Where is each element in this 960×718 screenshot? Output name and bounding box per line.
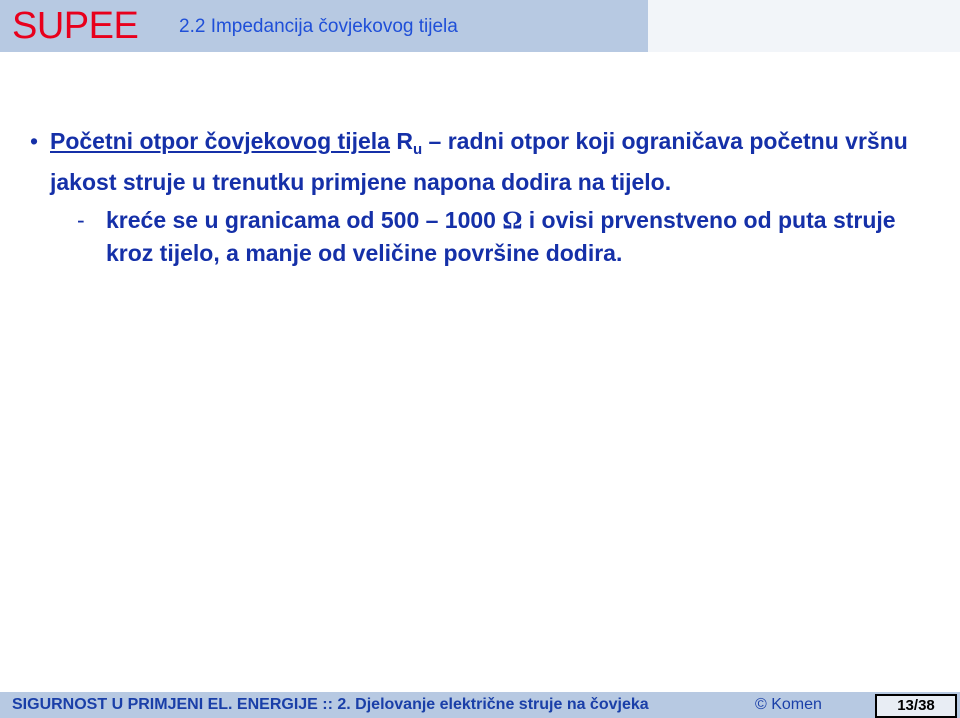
term-underlined: Početni otpor čovjekovog tijela (50, 128, 390, 154)
header-strip (648, 0, 960, 52)
symbol-subscript: u (412, 141, 423, 158)
footer-bar (0, 692, 960, 718)
header-bar (0, 0, 648, 52)
definition-text: – radni otpor koji ograničava početnu vršnu jakost struje u trenutku primjene napona dodira na tijelo. (50, 128, 908, 195)
slide-content (30, 125, 930, 270)
sub-text-start: kreće se u granicama od 500 – 1000 (106, 207, 503, 233)
symbol-r: R (396, 128, 413, 154)
omega-symbol: Ω (502, 207, 523, 234)
page-number: 13/38 (897, 697, 935, 714)
page-number-box (875, 694, 957, 718)
bullet-icon: • (30, 128, 39, 154)
logo-text: SUPEE (12, 5, 139, 47)
footer-author: © Komen (755, 696, 822, 713)
sub-text-end: i ovisi prvenstveno od puta struje kroz tijelo, a manje od veličine površine dodira. (106, 207, 896, 266)
footer-course: SIGURNOST U PRIMJENI EL. ENERGIJE :: 2. Djelovanje električne struje na čovjeka (12, 696, 649, 713)
dash-marker: - (77, 207, 85, 233)
sub-item (30, 204, 930, 270)
bullet-item (30, 125, 930, 199)
section-title: 2.2 Impedancija čovjekovog tijela (179, 16, 458, 37)
